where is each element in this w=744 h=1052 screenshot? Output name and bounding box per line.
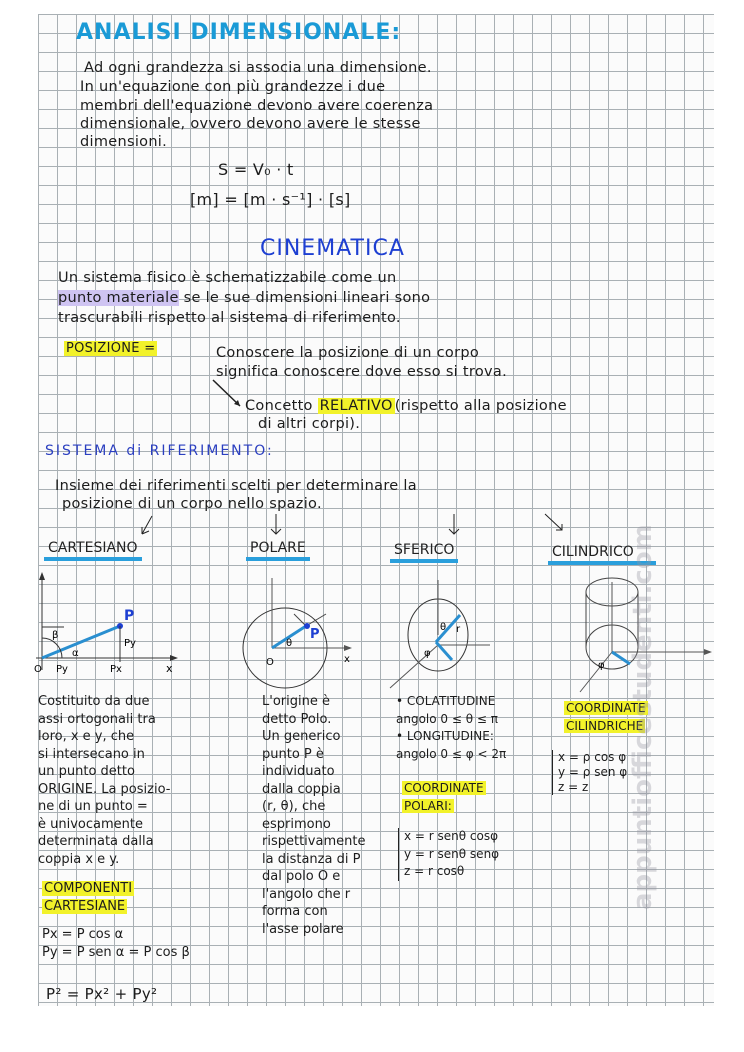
polar-point-label: P: [310, 627, 320, 642]
theta-label: θ: [286, 638, 293, 649]
polar-diagram: [240, 570, 370, 690]
heading-line: CILINDRICHE: [566, 718, 644, 733]
formula: x = ρ cos φ: [558, 750, 627, 764]
polar-x-label: x: [344, 654, 350, 665]
sistema-line: Insieme dei riferimenti scelti per determinare la: [55, 478, 417, 494]
analisi-line: membri dell'equazione devono avere coerenza: [80, 98, 434, 114]
analisi-line: dimensionale, ovvero devono avere le stesse: [80, 116, 421, 132]
text-line: loro, x e y, che: [38, 729, 135, 744]
coordinate-polari-heading: [402, 780, 486, 815]
text-line: si intersecano in: [38, 746, 145, 762]
analisi-line: dimensioni.: [80, 134, 168, 150]
sph-phi-label: φ: [424, 648, 431, 659]
text-line: • COLATITUDINE: [396, 694, 496, 708]
text-line: detto Polo.: [262, 711, 332, 727]
polar-origin-label: O: [266, 657, 274, 668]
analisi-line: Ad ogni grandezza si associa una dimensione.: [84, 60, 432, 76]
text-line: punto P è: [262, 746, 324, 762]
sph-theta-label: θ: [440, 622, 447, 633]
text-line: esprimono: [262, 816, 331, 832]
text-line: dal polo O e: [262, 869, 341, 884]
posizione-line: significa conoscere dove esso si trova.: [216, 364, 507, 380]
sph-r-label: r: [456, 624, 461, 635]
sferico-description: [396, 693, 506, 763]
formula: z = r cosθ: [404, 864, 465, 878]
formula: y = ρ sen φ: [558, 765, 628, 779]
text-line: è univocamente: [38, 816, 143, 832]
text-line: • LONGITUDINE:: [396, 729, 494, 743]
watermark: appuntiofficestudenti.com: [628, 524, 658, 910]
punto-materiale-highlight: punto materiale: [58, 290, 179, 306]
cilindriche-formulas: [552, 750, 627, 795]
cinematica-line: trascurabili rispetto al sistema di riferimento.: [58, 310, 401, 326]
heading-line: COORDINATE: [566, 701, 646, 715]
sferico-header: SFERICO: [390, 542, 458, 563]
cinematica-line-rest: se le sue dimensioni lineari sono: [178, 290, 431, 306]
concetto-post: (rispetto alla posizione: [394, 398, 567, 414]
cyl-phi-label: φ: [598, 660, 605, 671]
sistema-title: SISTEMA di RIFERIMENTO:: [45, 443, 274, 459]
text-line: forma con: [262, 904, 328, 919]
text-line: Un generico: [262, 729, 341, 744]
text-line: coppia x e y.: [38, 851, 120, 867]
text-line: l'asse polare: [262, 921, 344, 937]
componenti-heading: [42, 880, 134, 915]
cartesiano-description: [38, 693, 170, 868]
text-line: assi ortogonali tra: [38, 711, 156, 727]
text-line: dalla coppia: [262, 781, 341, 797]
cilindrico-header: CILINDRICO: [548, 544, 656, 565]
sistema-line: posizione di un corpo nello spazio.: [62, 496, 322, 512]
px-label: Px: [110, 664, 122, 675]
text-line: determinata dalla: [38, 834, 154, 849]
spherical-diagram: [370, 570, 500, 700]
posizione-line: Conoscere la posizione di un corpo: [216, 345, 480, 361]
formula: z = z: [558, 780, 589, 794]
arrow-icon: [210, 378, 250, 418]
text-line: rispettivamente: [262, 834, 366, 849]
analisi-line: In un'equazione con più grandezze i due: [80, 79, 386, 95]
origin-label: O: [34, 664, 42, 675]
heading-line: COORDINATE: [404, 781, 484, 795]
text-line: individuato: [262, 764, 335, 779]
x-axis-label: x: [166, 662, 173, 675]
text-line: la distanza di P: [262, 851, 361, 867]
cinematica-title: CINEMATICA: [260, 236, 405, 261]
concetto-line: di altri corpi).: [258, 416, 361, 432]
arrows-to-systems: [0, 510, 700, 540]
componenti-formulas: [42, 926, 190, 961]
py-label: Py: [124, 638, 136, 649]
posizione-label: POSIZIONE =: [66, 341, 156, 356]
text-line: l'angolo che r: [262, 886, 351, 902]
formula: y = r senθ senφ: [404, 846, 500, 861]
formula: x = r senθ cosφ: [404, 829, 499, 843]
modulus-formula: P² = Px² + Py²: [46, 985, 158, 1003]
beta-label: β: [52, 630, 59, 641]
heading-line: CARTESIANE: [44, 898, 126, 914]
text-line: angolo 0 ≤ φ < 2π: [396, 746, 507, 761]
cartesian-diagram: [34, 570, 194, 680]
text-line: angolo 0 ≤ θ ≤ π: [396, 711, 498, 726]
polare-description: [262, 693, 365, 938]
text-line: ORIGINE. La posizio-: [38, 781, 171, 797]
polari-formulas: [398, 828, 499, 881]
formula: Py = P sen α = P cos β: [42, 944, 190, 960]
concetto-pre: Concetto: [245, 398, 318, 414]
py-axis-label: Py: [56, 664, 68, 675]
text-line: (r, θ), che: [262, 799, 326, 814]
text-line: L'origine è: [262, 694, 330, 709]
text-line: Costituito da due: [38, 694, 150, 709]
heading-line: COMPONENTI: [44, 881, 133, 896]
formula-velocity: S = V₀ · t: [218, 160, 294, 179]
cinematica-line: [58, 290, 430, 306]
heading-line: POLARI:: [404, 798, 452, 813]
text-line: un punto detto: [38, 764, 135, 779]
formula: Px = P cos α: [42, 927, 124, 942]
concetto-line: [245, 398, 567, 414]
point-label: P: [124, 608, 135, 624]
cinematica-line: Un sistema fisico è schematizzabile come un: [58, 270, 397, 286]
cartesiano-header: CARTESIANO: [44, 540, 142, 561]
alpha-label: α: [72, 648, 79, 659]
polare-header: POLARE: [246, 540, 310, 561]
relativo-highlight: RELATIVO: [319, 398, 393, 414]
analisi-title: ANALISI DIMENSIONALE:: [76, 20, 402, 45]
text-line: ne di un punto =: [38, 799, 148, 814]
formula-dimensions: [m] = [m · s⁻¹] · [s]: [190, 190, 351, 209]
